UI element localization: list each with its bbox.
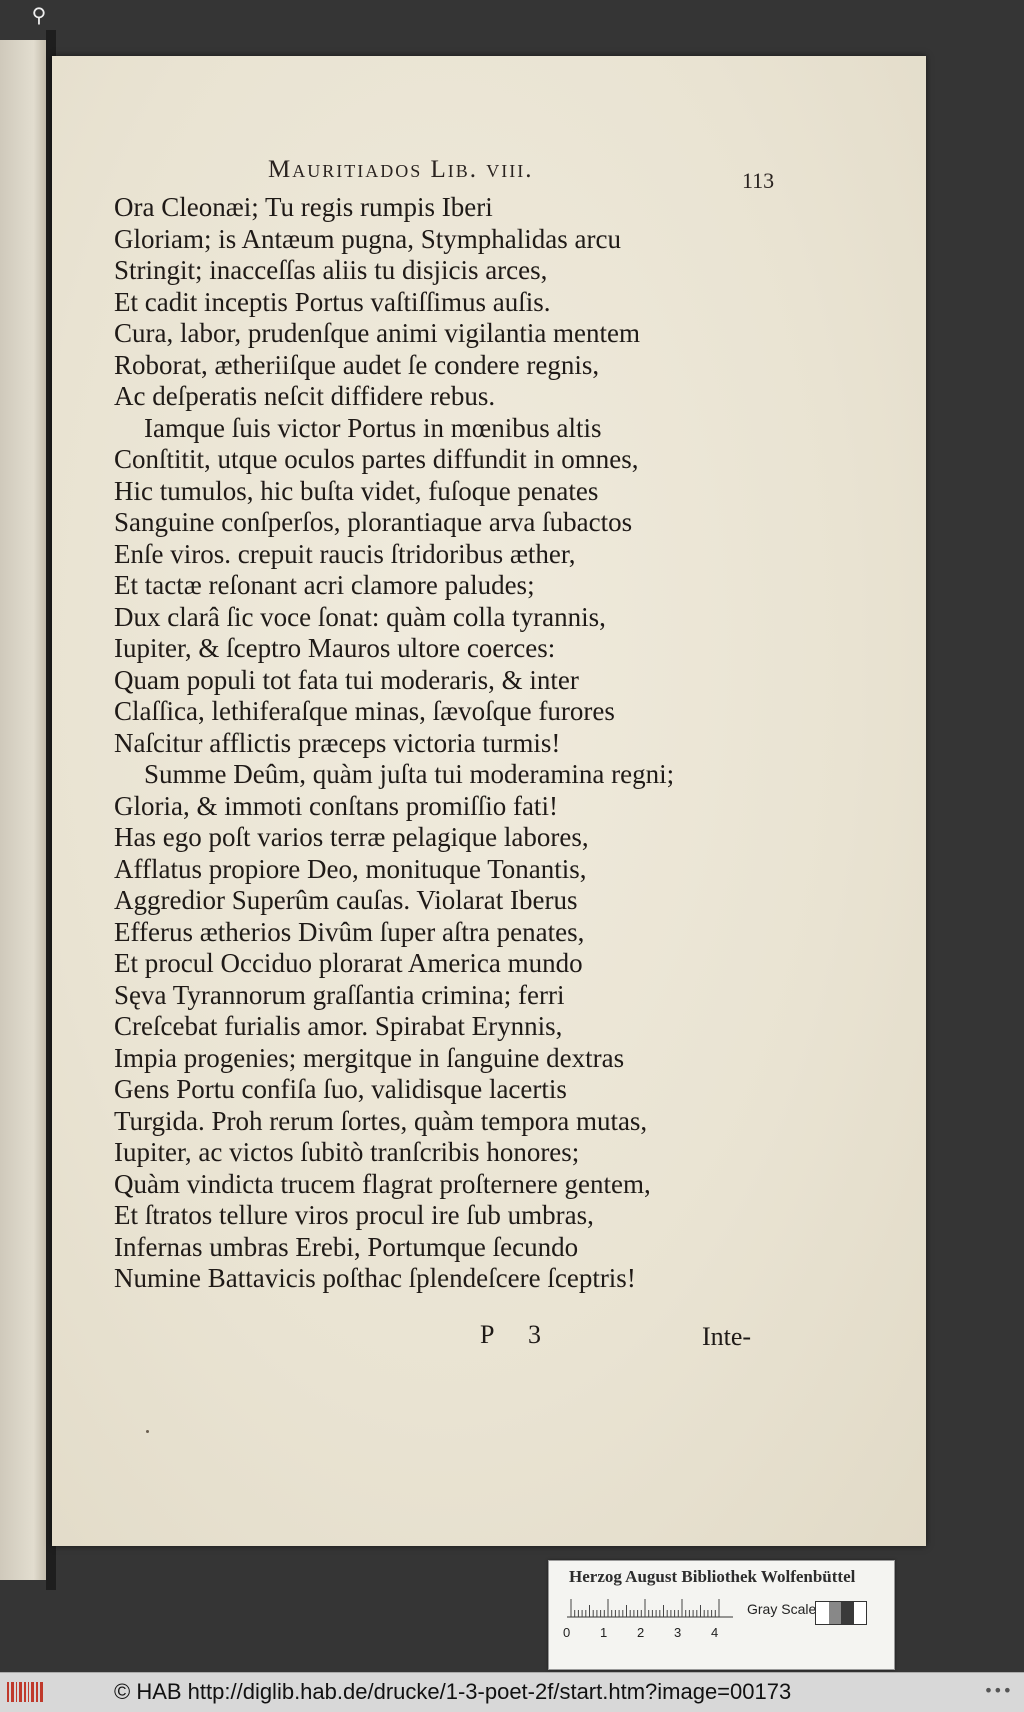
running-head: Mauritiados Lib. viii.	[268, 156, 534, 183]
grayscale-swatch	[829, 1602, 842, 1624]
verse-line: Infernas umbras Erebi, Portumque ſecundo	[114, 1231, 579, 1262]
library-name: Herzog August Bibliothek Wolfenbüttel	[569, 1567, 856, 1586]
book-page	[52, 56, 926, 1546]
verse-line: Ac deſperatis neſcit diffidere rebus.	[114, 381, 496, 411]
verse-line: Iupiter, ac victos ſubitò tranſcribis honores;	[114, 1137, 580, 1167]
ruler-number: 2	[637, 1625, 645, 1640]
grayscale-swatch	[841, 1602, 854, 1624]
grayscale-swatch	[816, 1602, 829, 1624]
verse-line: Gens Portu confiſa ſuo, validisque lacertis	[114, 1074, 567, 1104]
verse-line: Et cadit inceptis Portus vaſtiſſimus auſis.	[114, 286, 551, 317]
verse-line: Efferus ætherios Divûm ſuper aſtra penates,	[114, 916, 585, 947]
verse-line: Sanguine conſperſos, plorantiaque arva ſubactos	[114, 507, 633, 537]
verse-line: Has ego poſt varios terræ pelagique labores,	[114, 822, 589, 852]
verse-line: Aggredior Superûm cauſas. Violarat Iberus	[114, 885, 578, 915]
hab-barcode-logo-icon	[6, 1679, 46, 1705]
verse-line: Summe Deûm, quàm juſta tui moderamina regni;	[144, 759, 675, 789]
grayscale-swatch	[854, 1602, 867, 1624]
footer-copyright-url[interactable]: © HAB http://diglib.hab.de/drucke/1-3-poet-2f/start.htm?image=00173	[114, 1679, 792, 1704]
more-options-icon[interactable]: •••	[983, 1681, 1012, 1700]
verse-line: Turgida. Proh rerum ſortes, quàm tempora mutas,	[114, 1105, 648, 1136]
verse-line: Claſſica, lethiferaſque minas, ſævoſque furores	[114, 696, 615, 726]
grayscale-label: Gray Scale	[747, 1601, 817, 1617]
verse-line: Numine Battavicis poſthac ſplendeſcere ſceptris!	[114, 1263, 636, 1293]
verse-line: Iupiter, & ſceptro Mauros ultore coerces:	[114, 633, 556, 663]
verse-line: Stringit; inacceſſas aliis tu disjicis arces,	[114, 255, 548, 285]
verse-line: Hic tumulos, hic buſta videt, fuſoque penates	[114, 475, 599, 506]
grayscale-swatches	[815, 1601, 867, 1625]
verse-line: Conſtitit, utque oculos partes diffundit in omnes,	[114, 444, 639, 474]
hab-color-card	[548, 1560, 895, 1670]
verse-line: Gloria, & immoti conſtans promiſſio fati!	[114, 790, 558, 821]
verse-line: Iamque ſuis victor Portus in mœnibus altis	[144, 412, 602, 443]
verse-line: Quàm vindicta trucem flagrat proſternere gentem,	[114, 1168, 651, 1199]
verse-line: Roborat, ætheriiſque audet ſe condere regnis,	[114, 349, 600, 380]
verse-line: Sęva Tyrannorum graſſantia crimina; ferri	[114, 979, 565, 1010]
previous-page-edge	[0, 40, 48, 1580]
ruler-number: 3	[674, 1625, 682, 1640]
verse-line: Impia progenies; mergitque in ſanguine dextras	[114, 1042, 625, 1073]
verse-line: Dux clarâ ſic voce ſonat: quàm colla tyrannis,	[114, 601, 606, 632]
verse-line: Et procul Occiduo plorarat America mundo	[114, 948, 583, 978]
ruler-numbers	[563, 1625, 733, 1643]
catchword: Inte-	[702, 1322, 752, 1351]
ruler-number: 4	[711, 1625, 719, 1640]
verse-line: Creſcebat furialis amor. Spirabat Erynnis,	[114, 1011, 563, 1041]
footer-bar	[0, 1672, 1024, 1712]
ruler-number: 0	[563, 1625, 571, 1640]
verse-line: Afflatus propiore Deo, monituque Tonantis,	[114, 853, 587, 884]
verse-line: Ora Cleonæi; Tu regis rumpis Iberi	[114, 192, 493, 222]
ruler-number: 1	[600, 1625, 608, 1640]
verse-line: Et tactæ reſonant acri clamore paludes;	[114, 570, 535, 600]
verse-text	[114, 192, 754, 1295]
verse-line: Gloriam; is Antæum pugna, Stymphalidas arcu	[114, 223, 621, 254]
verse-line: Naſcitur afflictis præceps victoria turmis!	[114, 727, 561, 758]
verse-line: Enſe viros. crepuit raucis ſtridoribus æther,	[114, 538, 576, 569]
verse-line: Quam populi tot fata tui moderaris, & inter	[114, 664, 579, 695]
pushpin-icon: ⚲	[31, 3, 47, 27]
paper-speck	[146, 1430, 149, 1433]
page-number: 113	[742, 168, 775, 193]
verse-line: Et ſtratos tellure viros procul ire ſub umbras,	[114, 1200, 594, 1230]
verse-line: Cura, labor, prudenſque animi vigilantia mentem	[114, 318, 641, 348]
ruler-scale	[567, 1597, 733, 1619]
signature-mark: P 3	[480, 1320, 555, 1349]
